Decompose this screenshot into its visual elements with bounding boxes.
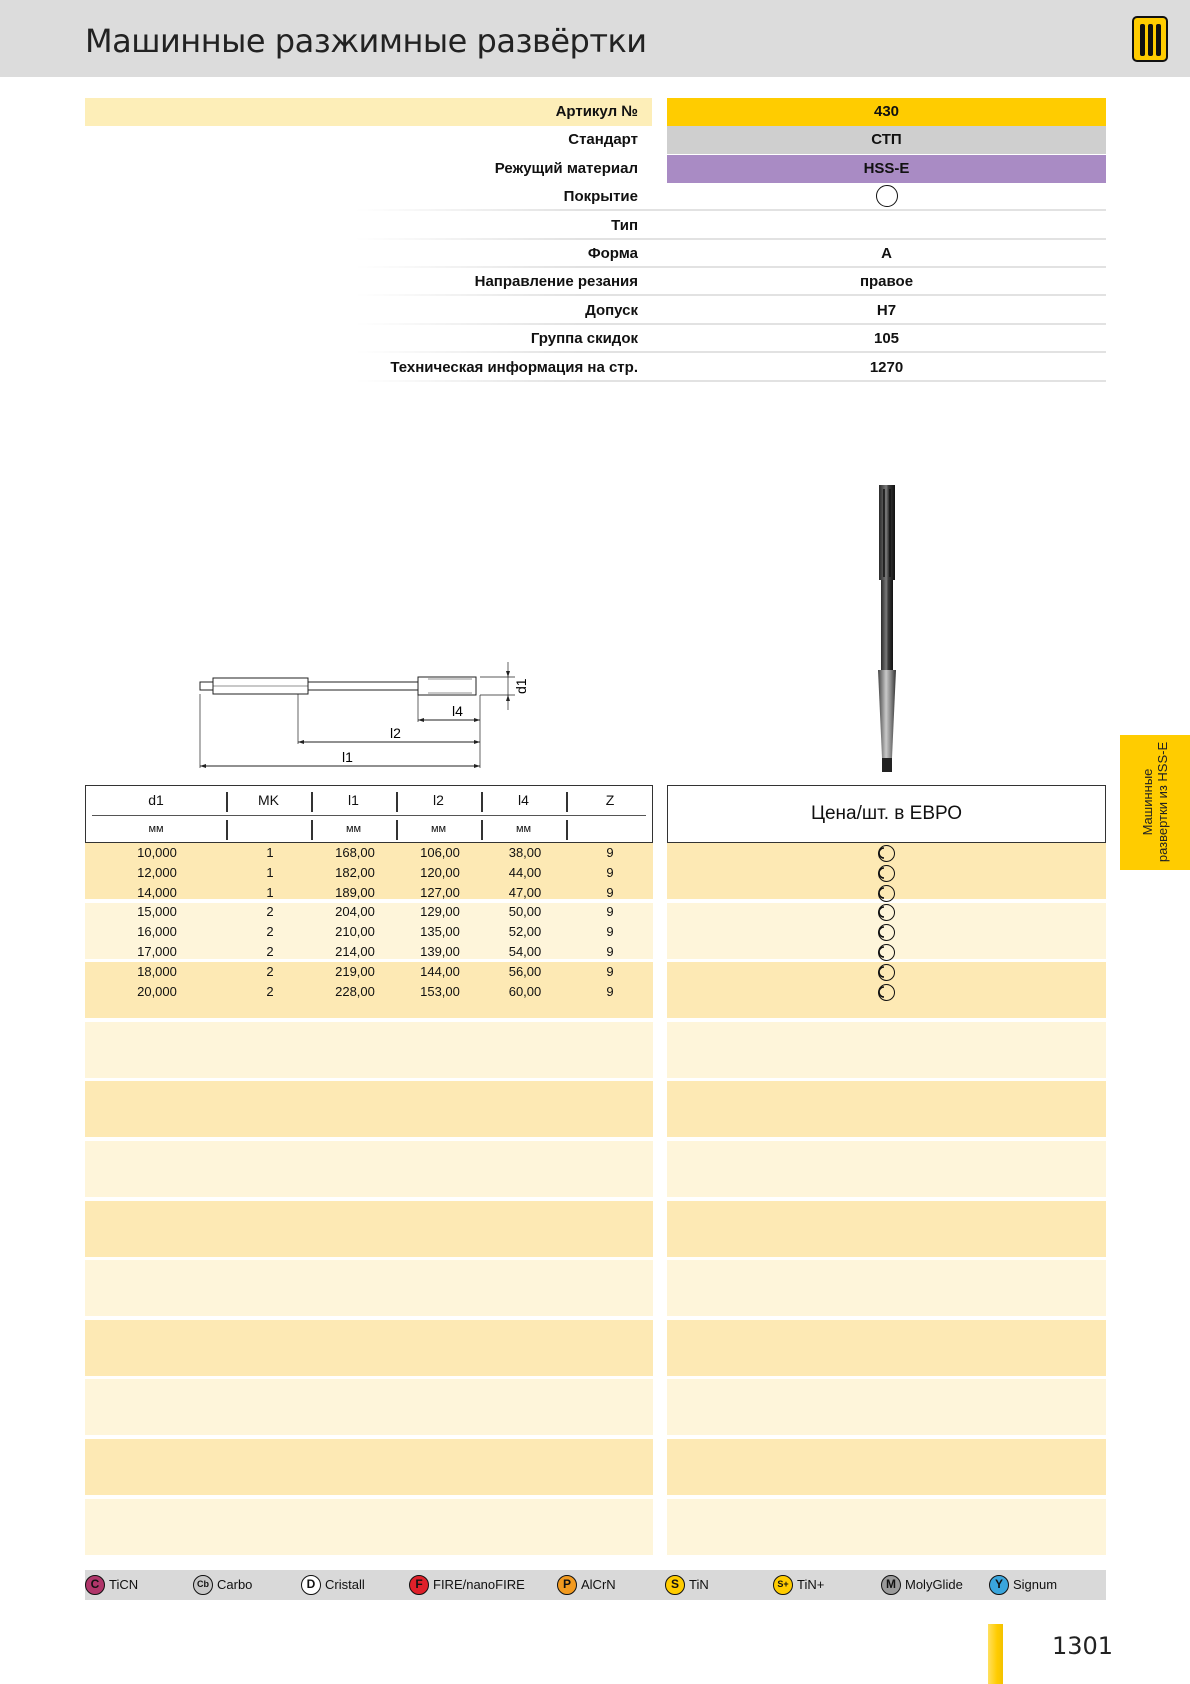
tool-photo [862, 485, 912, 775]
dim-label-l4: l4 [452, 703, 463, 719]
legend-label: Signum [1013, 1577, 1058, 1592]
column-unit-l2: мм [430, 823, 447, 835]
cell-l4: 47,00 [508, 884, 542, 900]
cell-l4: 44,00 [508, 864, 542, 880]
half-circle-icon [878, 924, 895, 941]
spec-label: Покрытие [563, 188, 638, 206]
page-title: Машинные разжимные развёртки [85, 22, 647, 60]
cell-mk: 1 [266, 884, 274, 900]
spec-value: A [881, 245, 892, 262]
cell-l1: 182,00 [335, 864, 375, 880]
spec-value [667, 212, 1106, 240]
spec-value [667, 183, 1106, 211]
spec-label: Техническая информация на стр. [390, 358, 638, 376]
spec-label: Форма [587, 245, 638, 262]
coating-badge-icon: C [85, 1575, 105, 1595]
half-circle-icon [878, 865, 895, 882]
coating-badge-icon: P [557, 1575, 577, 1595]
cell-d1: 10,000 [137, 845, 177, 860]
half-circle-icon [878, 984, 895, 1001]
spec-row [85, 268, 1106, 296]
spec-row [85, 126, 1106, 154]
cell-l1: 214,00 [335, 944, 375, 959]
coating-badge-icon: D [301, 1575, 321, 1595]
cell-l2: 144,00 [420, 963, 460, 979]
cell-l4: 60,00 [508, 983, 542, 999]
cell-l4: 38,00 [508, 845, 542, 860]
legend-label: TiN [689, 1577, 709, 1592]
cell-z: 9 [606, 924, 614, 940]
column-header-l4: l4 [518, 792, 529, 808]
empty-circle-icon [876, 185, 898, 207]
table-row [85, 962, 653, 982]
technical-drawing [190, 650, 550, 770]
cell-l2: 153,00 [420, 983, 460, 999]
cell-d1: 18,000 [137, 963, 177, 979]
cell-d1: 20,000 [137, 983, 177, 999]
cell-l1: 228,00 [335, 983, 375, 999]
legend-label: Carbo [217, 1577, 253, 1592]
spec-row [85, 155, 1106, 183]
column-unit-l1: мм [345, 823, 362, 835]
cell-l4: 52,00 [508, 924, 542, 940]
table-row [85, 863, 653, 883]
spec-value: 430 [667, 98, 1106, 126]
cell-mk: 1 [266, 864, 274, 880]
cell-z: 9 [606, 904, 614, 920]
spec-row [85, 98, 1106, 126]
reamer-icon [1132, 16, 1168, 62]
column-unit-l4: мм [515, 823, 532, 835]
legend-label: MolyGlide [905, 1577, 963, 1592]
price-header: Цена/шт. в ЕВРО [667, 785, 1106, 843]
column-header-z: Z [605, 792, 615, 808]
column-header-l1: l1 [348, 792, 359, 808]
cell-z: 9 [606, 884, 614, 900]
spec-row [85, 325, 1106, 353]
dim-label-d1: d1 [513, 678, 529, 694]
table-row [85, 982, 653, 1002]
cell-z: 9 [606, 963, 614, 979]
column-header-l2: l2 [433, 792, 444, 808]
cell-z: 9 [606, 845, 614, 860]
spec-label: Стандарт [568, 131, 638, 149]
side-tab-line2: развертки из HSS-E [1155, 741, 1170, 863]
table-header [85, 785, 653, 843]
table-row [85, 902, 653, 922]
cell-l2: 139,00 [420, 944, 460, 959]
half-circle-icon [878, 964, 895, 981]
cell-z: 9 [606, 864, 614, 880]
spec-row [85, 183, 1106, 211]
page-marker [988, 1624, 1003, 1684]
cell-mk: 2 [266, 944, 274, 959]
spec-label: Группа скидок [530, 330, 638, 348]
spec-row [85, 297, 1106, 325]
spec-row [85, 240, 1106, 268]
half-circle-icon [878, 904, 895, 921]
half-circle-icon [878, 845, 895, 862]
cell-l1: 219,00 [335, 963, 375, 979]
coating-legend [85, 1570, 1106, 1600]
column-unit-d1: мм [148, 823, 164, 835]
table-row [85, 922, 653, 942]
cell-d1: 16,000 [137, 924, 177, 940]
spec-row [85, 354, 1106, 382]
cell-l2: 106,00 [420, 845, 460, 860]
dim-label-l1: l1 [342, 749, 353, 765]
legend-label: AlCrN [581, 1577, 616, 1592]
cell-l2: 120,00 [420, 864, 460, 880]
legend-label: TiN+ [797, 1577, 825, 1592]
spec-value: H7 [876, 301, 897, 319]
page-header [0, 0, 1190, 77]
spec-label: Режущий материал [494, 159, 638, 177]
cell-l2: 129,00 [420, 904, 460, 920]
coating-badge-icon: Y [989, 1575, 1009, 1595]
cell-d1: 14,000 [137, 884, 177, 900]
coating-badge-icon: S+ [773, 1575, 793, 1595]
spec-value: правое [859, 273, 914, 291]
spec-label: Направление резания [474, 273, 638, 291]
cell-l2: 127,00 [420, 884, 460, 900]
spec-value: 105 [873, 330, 900, 348]
legend-label: Cristall [325, 1577, 365, 1592]
section-side-tab [1120, 735, 1190, 870]
spec-label: Тип [611, 216, 638, 234]
coating-badge-icon: S [665, 1575, 685, 1595]
coating-badge-icon: Cb [193, 1575, 213, 1595]
cell-d1: 15,000 [137, 904, 177, 920]
cell-l1: 168,00 [335, 845, 375, 860]
page-number: 1301 [1052, 1632, 1114, 1660]
cell-l4: 54,00 [508, 944, 542, 959]
cell-z: 9 [606, 983, 614, 999]
coating-badge-icon: F [409, 1575, 429, 1595]
cell-mk: 2 [266, 904, 274, 920]
cell-l4: 56,00 [508, 963, 542, 979]
half-circle-icon [878, 944, 895, 961]
cell-mk: 2 [266, 983, 274, 999]
spec-value: HSS-E [667, 155, 1106, 183]
side-tab-line1: Машинные [1140, 768, 1155, 836]
cell-l1: 210,00 [335, 924, 375, 940]
column-unit-mk [226, 816, 311, 842]
column-header-mk: MK [258, 792, 279, 808]
cell-mk: 2 [266, 963, 274, 979]
legend-label: TiCN [109, 1577, 139, 1592]
column-unit-z [566, 816, 654, 842]
cell-l1: 204,00 [335, 904, 375, 920]
cell-l4: 50,00 [508, 904, 542, 920]
cell-z: 9 [606, 944, 614, 959]
table-row [85, 942, 653, 962]
half-circle-icon [878, 885, 895, 902]
column-header-d1: d1 [148, 792, 164, 808]
table-row [85, 843, 653, 863]
spec-label: Артикул № [85, 98, 652, 126]
legend-label: FIRE/nanoFIRE [433, 1577, 525, 1592]
coating-badge-icon: M [881, 1575, 901, 1595]
dim-label-l2: l2 [390, 725, 401, 741]
cell-mk: 2 [266, 924, 274, 940]
cell-l2: 135,00 [420, 924, 460, 940]
spec-row [85, 212, 1106, 240]
cell-mk: 1 [266, 845, 274, 860]
spec-value: 1270 [869, 358, 904, 376]
table-row [85, 883, 653, 903]
spec-value: СТП [667, 126, 1106, 154]
cell-d1: 12,000 [137, 864, 177, 880]
cell-l1: 189,00 [335, 884, 375, 900]
cell-d1: 17,000 [137, 944, 177, 959]
spec-label: Допуск [585, 301, 638, 319]
